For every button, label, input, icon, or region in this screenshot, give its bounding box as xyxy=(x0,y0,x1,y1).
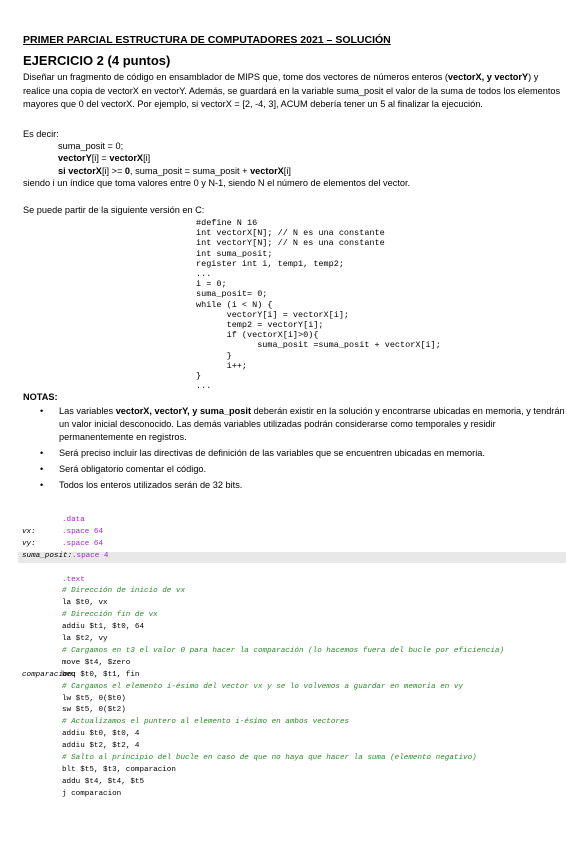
asm-instruction: la $t2, vy xyxy=(62,635,108,643)
asm-directive: .data xyxy=(62,516,85,524)
note-item-2: • Será preciso incluir las directivas de definición de las variables que se encuentren ubicadas en memoria. xyxy=(40,447,565,460)
asm-line xyxy=(22,730,562,741)
pseudo-line-3: si vectorX[i] >= 0, suma_posit = suma_posit + vectorX[i] xyxy=(58,165,291,176)
asm-line xyxy=(22,695,562,706)
pseudo-code xyxy=(58,140,291,177)
asm-label: comparacion: xyxy=(22,670,77,679)
notes-list xyxy=(40,405,565,495)
asm-comment: # Dirección fin de vx xyxy=(62,611,158,620)
asm-comment: # Dirección de inicio de vx xyxy=(62,587,186,596)
asm-line xyxy=(22,611,562,622)
es-decir-label: Es decir: xyxy=(23,129,59,139)
exercise-heading: EJERCICIO 2 (4 puntos) xyxy=(23,53,171,68)
asm-directive: .text xyxy=(62,575,85,584)
c-code-block: #define N 16 int vectorX[N]; // N es una constante int vectorY[N]; // N es una constante int suma_posit; register int i, temp1, temp2; ... i = 0; suma_posit= 0; while (i < N) { vectorY[i] = vectorX[i]; temp2 = vectorY[i]; if (vectorX[i]>0){ suma_posit =suma_posit + vectorX[i]; } i++; } ... xyxy=(196,218,441,392)
asm-directive: .space 4 xyxy=(72,551,109,560)
asm-comment: # Cargamos el elemento i-ésimo del vector vx y se lo volvemos a guardar en memoria en vy xyxy=(62,682,464,691)
asm-instruction: la $t0, vx xyxy=(62,599,108,608)
asm-line xyxy=(22,623,562,634)
asm-instruction: sw $t5, 0($t2) xyxy=(62,706,126,715)
asm-label: vx: xyxy=(22,527,36,536)
asm-instruction: move $t4, $zero xyxy=(62,658,131,667)
asm-line xyxy=(22,671,562,682)
asm-line xyxy=(22,647,562,658)
asm-line xyxy=(22,718,562,729)
asm-instruction: j comparacion xyxy=(62,789,122,798)
asm-line xyxy=(22,552,562,563)
asm-comment: # Cargamos en t3 el valor 0 para hacer la comparación (lo hacemos fuera del bucle por eficiencia) xyxy=(62,646,505,655)
asm-line xyxy=(22,683,562,694)
asm-instruction: beq $t0, $t1, fin xyxy=(62,670,140,679)
asm-line xyxy=(22,635,562,646)
asm-line xyxy=(22,790,562,801)
asm-line xyxy=(22,706,562,717)
asm-instruction: addiu $t1, $t0, 64 xyxy=(62,623,145,632)
asm-comment: # Actualizamos el puntero al elemento i-ésimo en ambos vectores xyxy=(62,718,350,727)
asm-instruction: blt $t5, $t3, comparacion xyxy=(62,765,176,774)
asm-line xyxy=(22,599,562,610)
problem-statement: Diseñar un fragmento de código en ensamblador de MIPS que, tome dos vectores de números enteros (vectorX, y vectorY) y realice una copia de vectorX en vectorY. Además, se guardará en la variable suma_posit el valor de la suma de todos los elementos mayores que 0 del vectorX. Por ejemplo, si vectorX = [2, -4, 3], ACUM debería tener un 5 al finalizar la ejecución. xyxy=(23,72,561,109)
document-title: PRIMER PARCIAL ESTRUCTURA DE COMPUTADORES 2021 – SOLUCIÓN xyxy=(23,34,391,46)
asm-line xyxy=(22,564,562,575)
note-item-3: • Será obligatorio comentar el código. xyxy=(40,463,565,476)
asm-line xyxy=(22,540,562,551)
asm-line xyxy=(22,528,562,539)
asm-instruction: addu $t4, $t4, $t5 xyxy=(62,777,145,786)
asm-label: suma_posit: xyxy=(22,551,73,560)
asm-line xyxy=(22,576,562,587)
c-version-intro: Se puede partir de la siguiente versión en C: xyxy=(23,205,205,215)
mips-solution-code xyxy=(22,512,562,802)
asm-instruction: lw $t5, 0($t0) xyxy=(62,694,126,703)
asm-line xyxy=(22,742,562,753)
asm-label: vy: xyxy=(22,539,36,548)
asm-line xyxy=(22,778,562,789)
asm-line xyxy=(22,516,562,527)
notes-title: NOTAS: xyxy=(23,392,58,402)
asm-instruction: addiu $t2, $t2, 4 xyxy=(62,742,140,751)
asm-line xyxy=(22,754,562,765)
asm-comment: # Salto al principio del bucle en caso de que no haya que hacer la suma (elemento negativo) xyxy=(62,754,477,762)
note-item-1: • Las variables vectorX, vectorY, y suma_posit deberán existir en la solución y encontrarse ubicadas en memoria, y tendrán un valor inicial desconocido. Las demás variables utilizadas podrán considerarse como temporales y residir permanentemente en registros. xyxy=(40,405,565,444)
pseudo-line-2: vectorY[i] = vectorX[i] xyxy=(58,153,151,164)
asm-line xyxy=(22,587,562,598)
index-explanation: siendo i un índice que toma valores entre 0 y N-1, siendo N el número de elementos del vector. xyxy=(23,178,411,188)
asm-line xyxy=(22,766,562,777)
asm-directive: .space 64 xyxy=(62,527,104,536)
asm-instruction: addiu $t0, $t0, 4 xyxy=(62,730,140,739)
asm-line xyxy=(22,659,562,670)
note-item-4: • Todos los enteros utilizados serán de 32 bits. xyxy=(40,479,565,492)
pseudo-line-1: suma_posit = 0; xyxy=(58,141,124,151)
asm-directive: .space 64 xyxy=(62,539,104,548)
